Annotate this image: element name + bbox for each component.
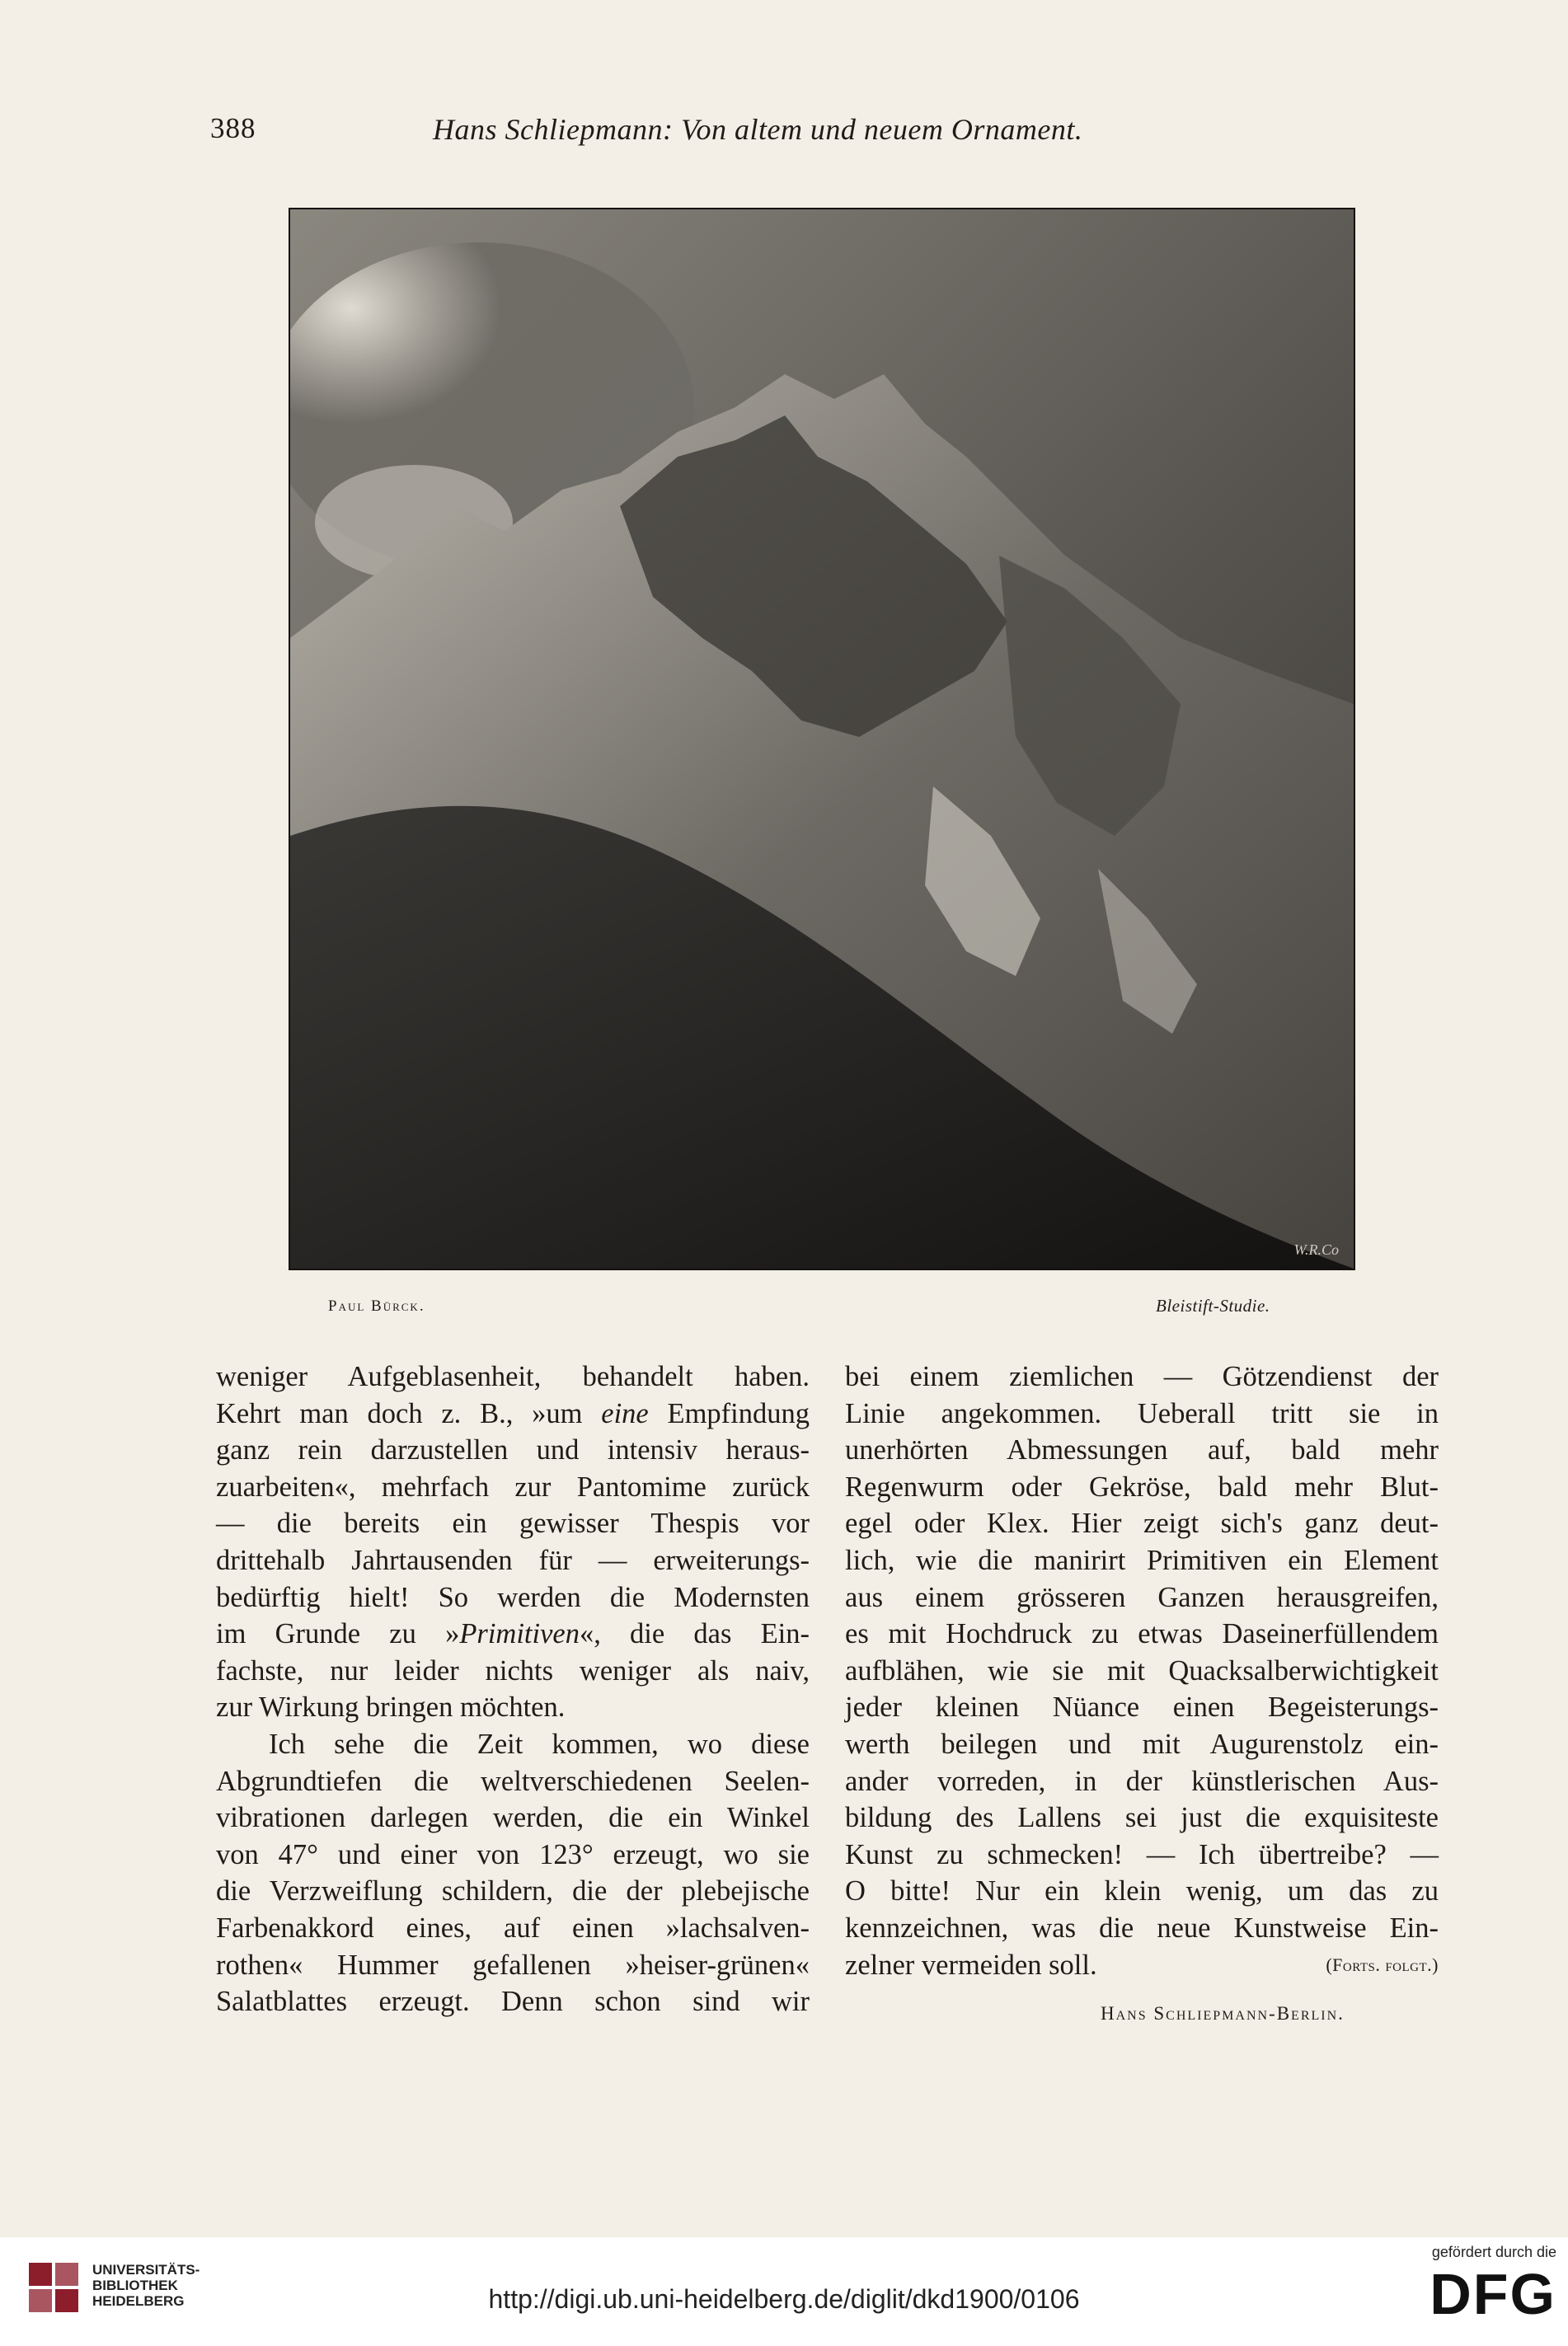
page-number: 388: [210, 112, 256, 144]
author-signature: Hans Schliepmann-Berlin.: [1101, 2003, 1345, 2024]
text-line: ganz rein darzustellen und intensiv heraus-: [216, 1434, 810, 1466]
text-line: zuarbeiten«, mehrfach zur Pantomime zurück: [216, 1471, 810, 1503]
text-line: von 47° und einer von 123° erzeugt, wo sie: [216, 1838, 810, 1870]
dfg-logo: DFG: [1430, 2262, 1556, 2326]
text-line: werth beilegen und mit Augurenstolz ein-: [845, 1728, 1439, 1760]
funder-block: [1392, 2244, 1556, 2327]
text-line: Kunst zu schmecken! — Ich übertreibe? —: [845, 1838, 1439, 1870]
text-line: Linie angekommen. Ueberall tritt sie in: [845, 1397, 1439, 1429]
text-line: Regenwurm oder Gekröse, bald mehr Blut-: [845, 1471, 1439, 1503]
text-line: drittehalb Jahrtausenden für — erweiterungs-: [216, 1544, 810, 1576]
text-line: Salatblattes erzeugt. Denn schon sind wir: [216, 1986, 810, 2018]
text-line: Kehrt man doch z. B., »um eine Empfindung: [216, 1397, 810, 1429]
mountain-illustration: [289, 208, 1355, 1270]
text-line: aus einem grösseren Ganzen herausgreifen,: [845, 1581, 1439, 1613]
text-line: rothen« Hummer gefallenen »heiser-grünen«: [216, 1949, 810, 1981]
library-name-line-1: UNIVERSITÄTS-: [92, 2262, 200, 2278]
text-line: O bitte! Nur ein klein wenig, um das zu: [845, 1875, 1439, 1907]
text-line: kennzeichnen, was die neue Kunstweise Ein-: [845, 1912, 1439, 1944]
text-line: egel oder Klex. Hier zeigt sich's ganz deut-: [845, 1508, 1439, 1540]
running-head: Hans Schliepmann: Von altem und neuem Ornament.: [433, 113, 1083, 146]
figure-caption-title: Bleistift-Studie.: [1156, 1296, 1270, 1316]
text-line: im Grunde zu »Primitiven«, die das Ein-: [216, 1618, 810, 1650]
text-line: Farbenakkord eines, auf einen »lachsalven-: [216, 1912, 810, 1944]
library-name-line-3: HEIDELBERG: [92, 2293, 185, 2309]
text-line: ander vorreden, in der künstlerischen Aus-: [845, 1765, 1439, 1797]
continuation-note: (Forts. folgt.): [1326, 1954, 1439, 1975]
text-line: Ich sehe die Zeit kommen, wo diese: [269, 1728, 810, 1760]
text-column-right: [845, 1358, 1439, 1983]
pencil-study-image: [290, 209, 1354, 1269]
text-column-left: [216, 1358, 810, 2020]
text-line: — die bereits ein gewisser Thespis vor: [216, 1508, 810, 1540]
library-name-line-2: BIBLIOTHEK: [92, 2278, 178, 2293]
text-line: vibrationen darlegen werden, die ein Winkel: [216, 1802, 810, 1834]
text-line: Abgrundtiefen die weltverschiedenen Seelen-: [216, 1765, 810, 1797]
text-line: lich, wie die manirirt Primitiven ein Element: [845, 1544, 1439, 1576]
text-line: weniger Aufgeblasenheit, behandelt haben.: [216, 1361, 810, 1392]
text-line: fachste, nur leider nichts weniger als naiv,: [216, 1654, 810, 1687]
text-line: es mit Hochdruck zu etwas Daseinerfüllendem: [845, 1618, 1439, 1650]
funding-note: gefördert durch die: [1431, 2244, 1556, 2260]
text-line: unerhörten Abmessungen auf, bald mehr: [845, 1434, 1439, 1466]
text-line: zur Wirkung bringen möchten.: [216, 1691, 566, 1724]
engraver-monogram: W.R.Co: [1293, 1241, 1339, 1258]
text-line: bei einem ziemlichen — Götzendienst der: [845, 1361, 1439, 1392]
text-line: bildung des Lallens sei just die exquisiteste: [845, 1802, 1439, 1834]
text-line: aufblähen, wie sie mit Quacksalberwichtigkeit: [845, 1654, 1439, 1687]
text-line: jeder kleinen Nüance einen Begeisterungs-: [845, 1691, 1439, 1724]
text-line: zelner vermeiden soll. (Forts. folgt.): [845, 1947, 1439, 1984]
text-line: die Verzweiflung schildern, die der plebejische: [216, 1875, 810, 1907]
text-line: bedürftig hielt! So werden die Modernsten: [216, 1581, 810, 1613]
source-url-link[interactable]: http://digi.ub.uni-heidelberg.de/diglit/dkd1900/0106: [488, 2284, 1080, 2314]
digitization-footer: [0, 2237, 1568, 2346]
figure-caption-artist: Paul Bürck.: [328, 1297, 425, 1315]
